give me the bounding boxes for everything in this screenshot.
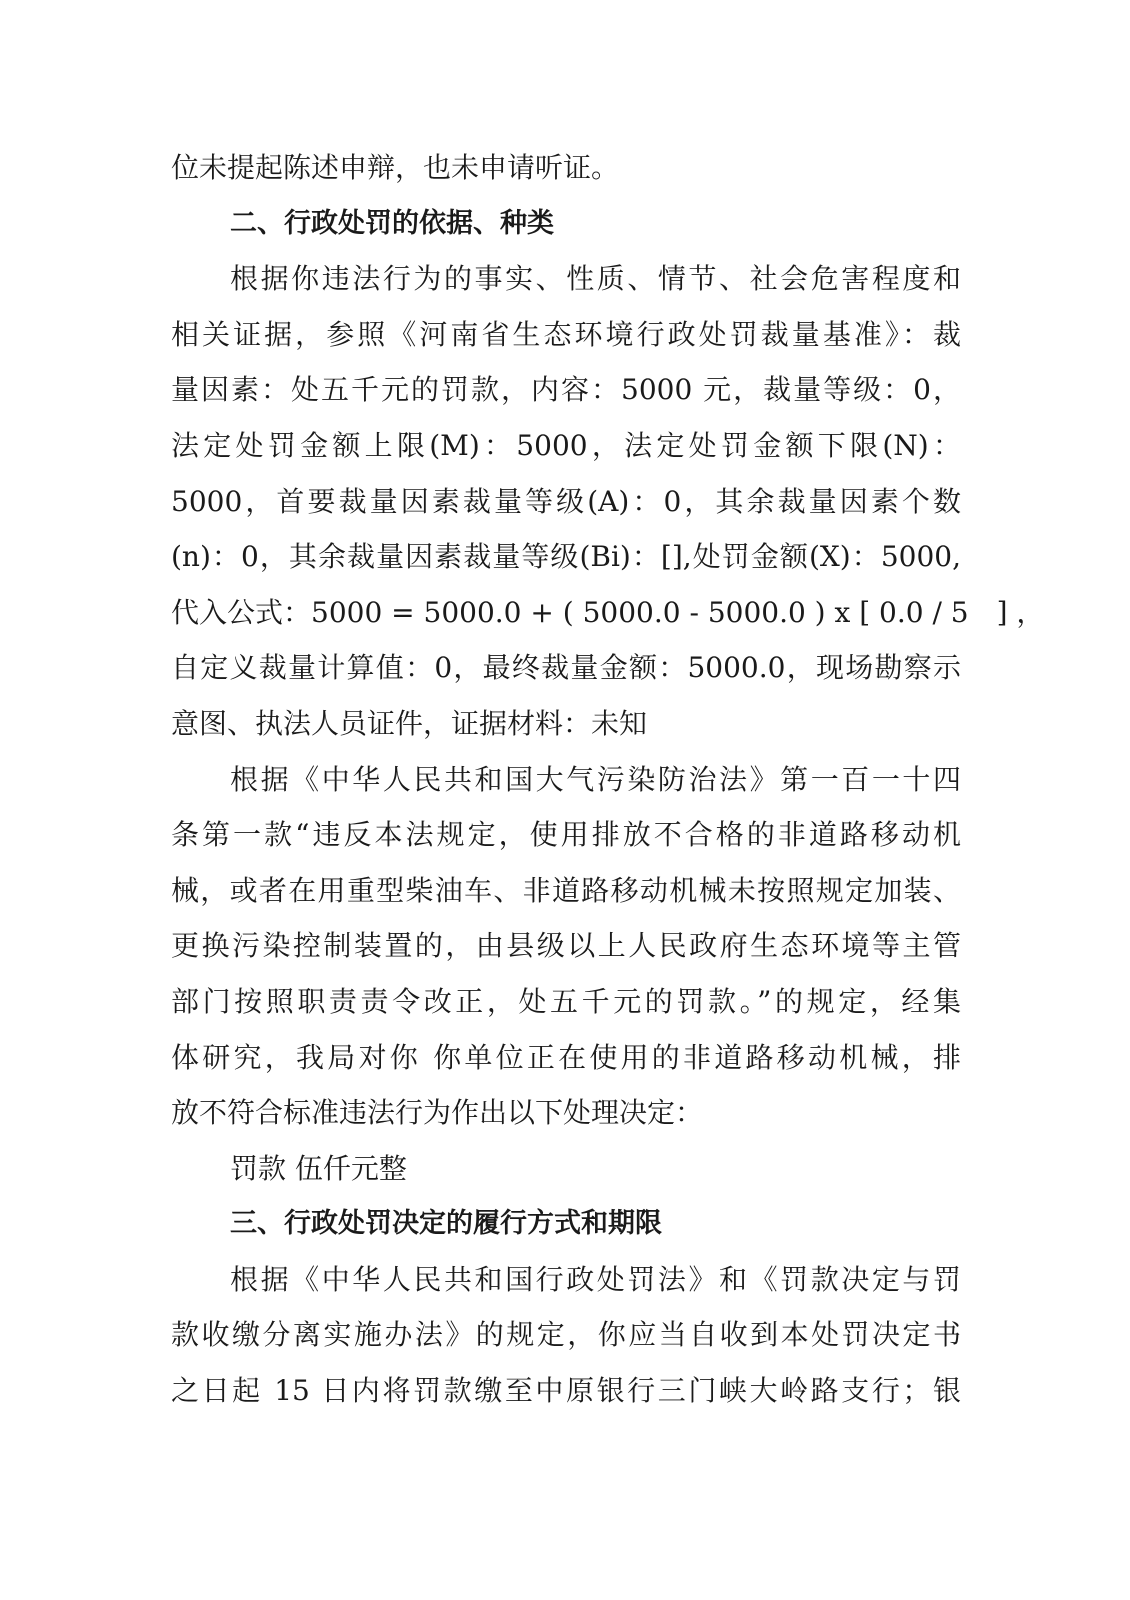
formula-line: 代入公式：5000 = 5000.0 + ( 5000.0 - 5000.0 ) x [ 0.0 / 5 ] ，: [171, 595, 1045, 629]
paragraph-line: 放不符合标准违法行为作出以下处理决定：: [171, 1096, 704, 1130]
paragraph-line: 位未提起陈述申辩，也未申请听证。: [171, 151, 620, 184]
section-heading: 二、行政处罚的依据、种类: [230, 207, 554, 239]
paragraph-line: 意图、执法人员证件，证据材料：未知: [171, 706, 648, 740]
paragraph-line: 量因素：处五千元的罚款，内容：5000 元，裁量等级：0，: [171, 373, 961, 407]
paragraph-line: 根据你违法行为的事实、性质、情节、社会危害程度和: [230, 262, 961, 296]
paragraph-line: 款收缴分离实施办法》的规定，你应当自收到本处罚决定书: [171, 1318, 961, 1352]
paragraph-line: 条第一款“违反本法规定，使用排放不合格的非道路移动机: [171, 818, 961, 852]
paragraph-line: 法定处罚金额上限(M)：5000，法定处罚金额下限(N)：: [171, 428, 961, 462]
paragraph-line: 5000，首要裁量因素裁量等级(A)：0，其余裁量因素个数: [171, 484, 961, 518]
paragraph-line: 械，或者在用重型柴油车、非道路移动机械未按照规定加装、: [171, 873, 961, 907]
paragraph-line: 相关证据，参照《河南省生态环境行政处罚裁量基准》：裁: [171, 317, 961, 351]
penalty-line: 罚款 伍仟元整: [230, 1151, 407, 1185]
paragraph-line: 体研究，我局对你 你单位正在使用的非道路移动机械，排: [171, 1040, 961, 1074]
paragraph-line: 自定义裁量计算值：0，最终裁量金额：5000.0，现场勘察示: [171, 651, 961, 685]
paragraph-line: 之日起 15 日内将罚款缴至中原银行三门峡大岭路支行；银: [171, 1374, 961, 1408]
paragraph-line: (n)：0，其余裁量因素裁量等级(Bi)：[],处罚金额(X)：5000,: [171, 540, 961, 574]
paragraph-line: 更换污染控制装置的，由县级以上人民政府生态环境等主管: [171, 929, 961, 963]
paragraph-line: 根据《中华人民共和国行政处罚法》和《罚款决定与罚: [230, 1262, 961, 1296]
section-heading: 三、行政处罚决定的履行方式和期限: [230, 1208, 662, 1240]
paragraph-line: 根据《中华人民共和国大气污染防治法》第一百一十四: [230, 762, 961, 796]
document-body: [171, 140, 1045, 1419]
paragraph-line: 部门按照职责责令改正，处五千元的罚款。”的规定，经集: [171, 984, 961, 1018]
